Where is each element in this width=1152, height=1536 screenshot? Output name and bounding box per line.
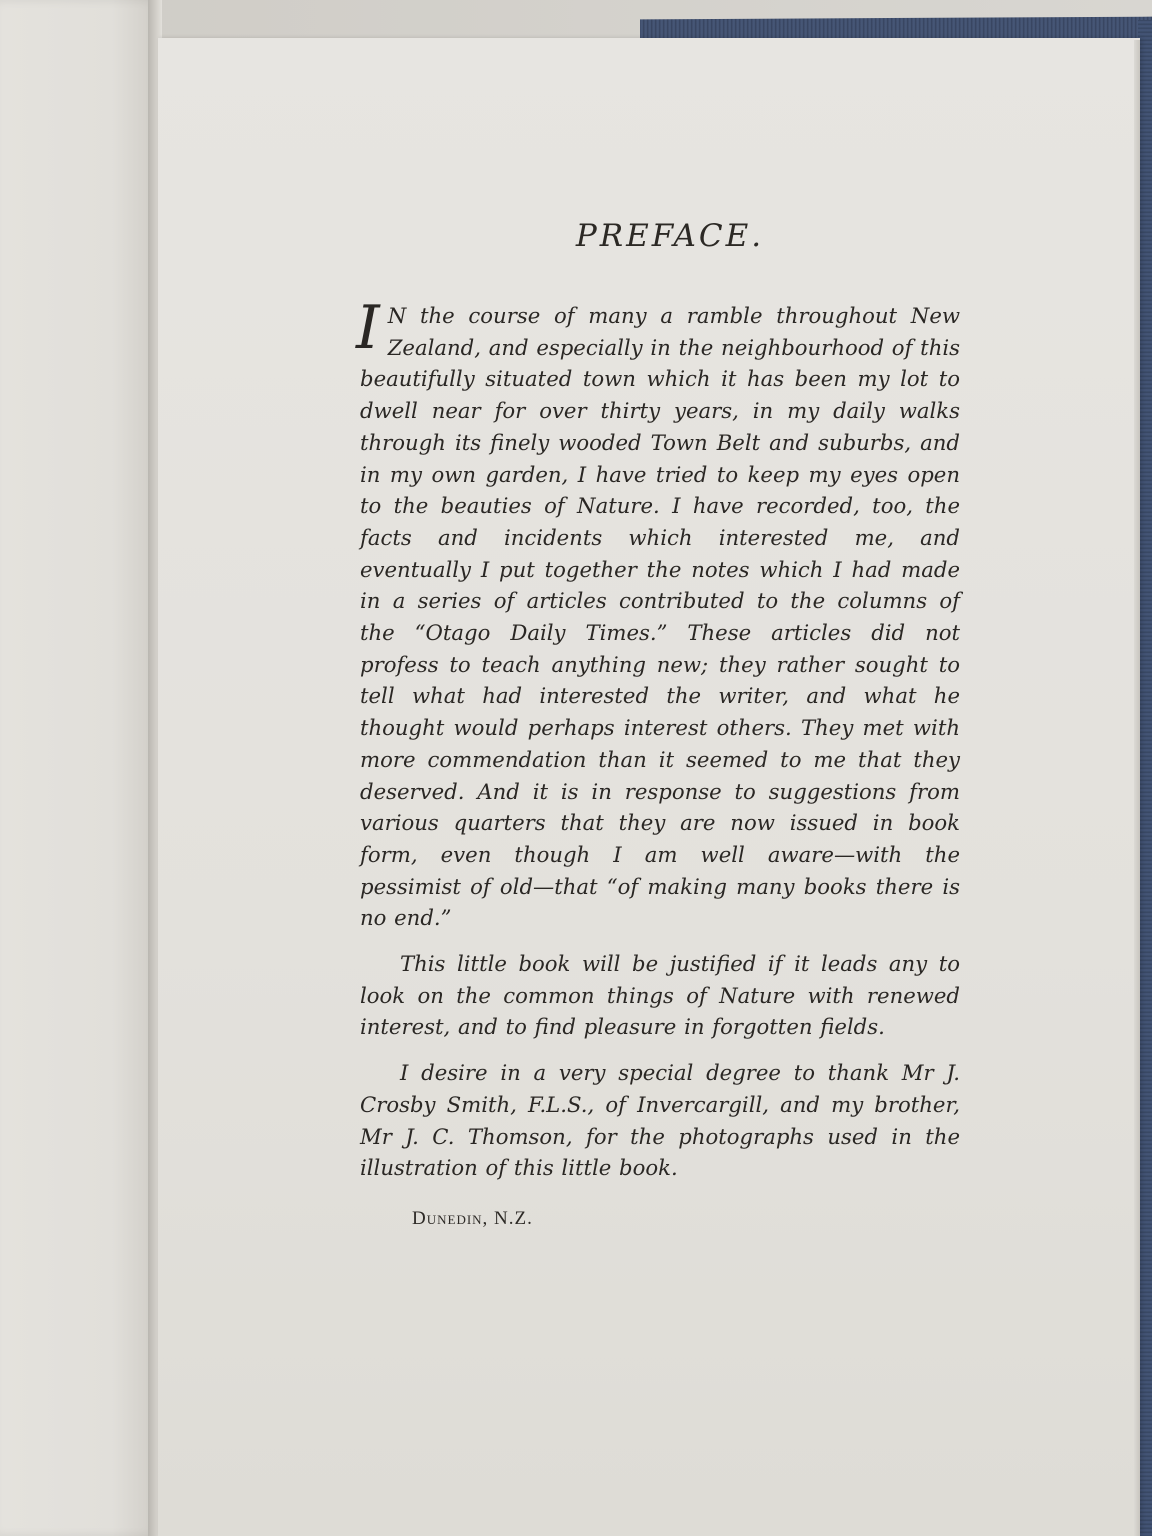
place-signoff (412, 1208, 960, 1230)
page-fore-edge (1134, 40, 1140, 1536)
preface-paragraph-3: I desire in a very special degree to thank Mr J. Crosby Smith, F.L.S., of Invercargill, and my brother, Mr J. C. Thomson, for the photographs used in the illustration of this little book. (360, 1060, 960, 1181)
place-text: Dunedin, N.Z. (412, 1207, 533, 1229)
paragraph-1-text: N the course of many a ramble throughout New Zealand, and especially in the neighbourhood of this beautifully situated town which it has been my lot to dwell near for over thirty years, in my daily walks through its finely wooded Town Belt and suburbs, and in my own garden, I have tried to keep my eyes open to the beauties of Nature. I have recorded, too, the facts and incidents which interested me, and eventually I put together the notes which I had made in a series of articles contributed to the columns of the “Otago Daily Times.” These articles did not profess to teach anything new; they rather sought to tell what had interested the writer, and what he thought would perhaps interest others. They met with more commendation than it seemed to me that they deserved. And it is in response to suggestions from various quarters that they are now issued in book form, even though I am well aware—with the pessimist of old—that “of making many books there is no end.” (360, 303, 960, 931)
preface-paragraph-2: This little book will be justified if it leads any to look on the common things of Nature with renewed interest, and to find pleasure in forgotten fields. (360, 951, 960, 1040)
preface-paragraph-1 (356, 293, 960, 934)
preface-text-block (356, 218, 960, 1230)
left-page (0, 0, 160, 1536)
drop-cap: I (356, 293, 380, 363)
cloth-cover-edge (1138, 20, 1152, 1536)
page-title: PREFACE. (575, 218, 765, 254)
